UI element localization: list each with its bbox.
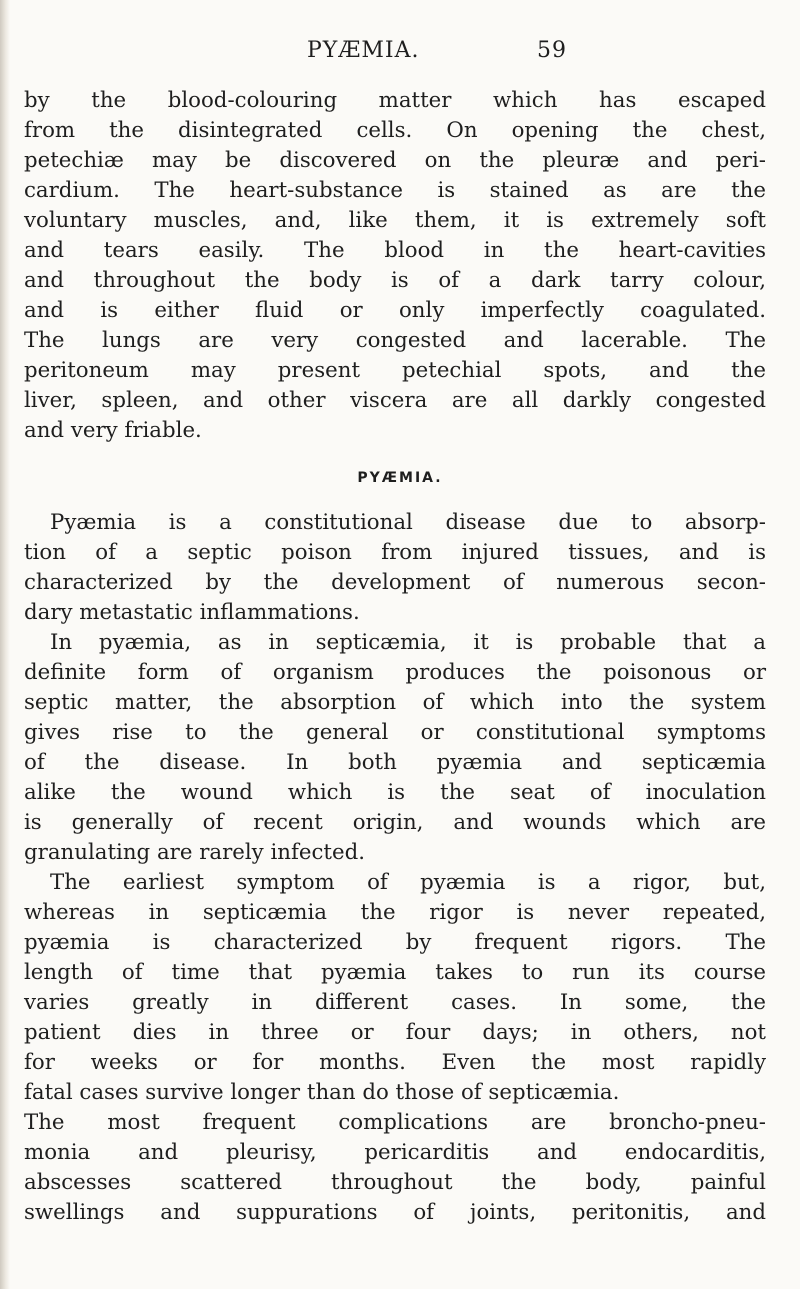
paragraph-continued — [24, 86, 784, 446]
running-head — [0, 38, 800, 68]
text-line: from the disintegrated cells. On opening the chest, — [24, 118, 766, 143]
text-line: and is either fluid or only imperfectly coagulated. — [24, 298, 766, 323]
text-line: is generally of recent origin, and wounds which are — [24, 810, 766, 835]
text-line: The most frequent complications are broncho-pneu- — [24, 1110, 766, 1135]
text-line: definite form of organism produces the poisonous or — [24, 660, 766, 685]
text-line: characterized by the development of numerous secon- — [24, 570, 766, 595]
running-title: PYÆMIA. — [307, 38, 420, 63]
text-line: abscesses scattered throughout the body, painful — [24, 1170, 766, 1195]
text-line: The lungs are very congested and lacerable. The — [24, 328, 766, 353]
text-line: and very friable. — [24, 418, 202, 443]
text-line: granulating are rarely infected. — [24, 840, 365, 865]
text-line: patient dies in three or four days; in others, not — [24, 1020, 766, 1045]
text-line: by the blood-colouring matter which has escaped — [24, 88, 766, 113]
text-line: swellings and suppurations of joints, peritonitis, and — [24, 1200, 766, 1225]
text-line: whereas in septicæmia the rigor is never repeated, — [24, 900, 766, 925]
text-line: The earliest symptom of pyæmia is a rigor, but, — [50, 870, 766, 895]
text-line: length of time that pyæmia takes to run its course — [24, 960, 766, 985]
text-line: tion of a septic poison from injured tissues, and is — [24, 540, 766, 565]
text-line: and tears easily. The blood in the heart-cavities — [24, 238, 766, 263]
text-line: varies greatly in different cases. In some, the — [24, 990, 766, 1015]
text-line: gives rise to the general or constitutional symptoms — [24, 720, 766, 745]
text-line: for weeks or for months. Even the most rapidly — [24, 1050, 766, 1075]
text-line: fatal cases survive longer than do those of septicæmia. — [24, 1080, 620, 1105]
section-body — [24, 508, 784, 1228]
text-line: dary metastatic inflammations. — [24, 600, 360, 625]
section-heading: PYÆMIA. — [357, 470, 443, 486]
page-number: 59 — [537, 38, 567, 63]
text-line: peritoneum may present petechial spots, and the — [24, 358, 766, 383]
text-line: In pyæmia, as in septicæmia, it is probable that a — [50, 630, 766, 655]
text-line: monia and pleurisy, pericarditis and endocarditis, — [24, 1140, 766, 1165]
text-line: alike the wound which is the seat of inoculation — [24, 780, 766, 805]
text-line: septic matter, the absorption of which into the system — [24, 690, 766, 715]
text-line: of the disease. In both pyæmia and septicæmia — [24, 750, 766, 775]
text-line: petechiæ may be discovered on the pleuræ and peri- — [24, 148, 766, 173]
text-line: liver, spleen, and other viscera are all darkly congested — [24, 388, 766, 413]
text-line: pyæmia is characterized by frequent rigors. The — [24, 930, 766, 955]
text-line: voluntary muscles, and, like them, it is extremely soft — [24, 208, 766, 233]
text-line: and throughout the body is of a dark tarry colour, — [24, 268, 766, 293]
text-line: Pyæmia is a constitutional disease due to absorp- — [50, 510, 766, 535]
text-line: cardium. The heart-substance is stained as are the — [24, 178, 766, 203]
